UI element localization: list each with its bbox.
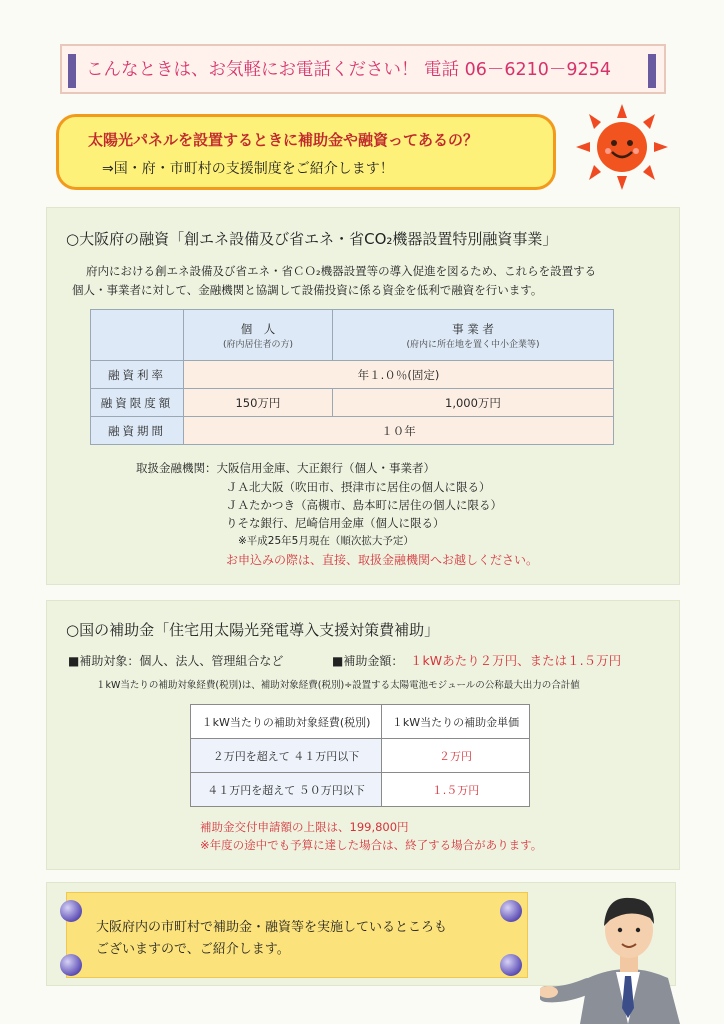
banner-right-bar [648,54,656,88]
national-subsidy-title: ○国の補助金「住宅用太陽光発電導入支援対策費補助」 [66,621,440,639]
loan-limit-individual: 150万円 [184,389,333,417]
subsidy-target: ■補助対象：個人、法人、管理組合など [68,654,284,668]
pin-icon [60,954,82,976]
loan-row-term [91,417,614,445]
phone-banner-text: こんなときは、お気軽にお電話ください！ 電話 06－6210－9254 [86,60,611,80]
subsidy-row-1-unit: ２万円 [382,739,530,773]
subsidy-row-1 [191,739,530,773]
loan-rate-value: 年１.０％(固定) [184,361,614,389]
subsidy-table-head [191,705,530,739]
question-callout [56,114,556,190]
loan-col-business-note: (府内に所在地を置く中小企業等) [406,339,540,350]
presenter-illustration [540,868,724,1024]
loan-table-corner [91,310,184,361]
loan-limit-business: 1,000万円 [332,389,613,417]
subsidy-head-cost: １kW当たりの補助対象経費(税別) [191,705,382,739]
loan-limit-label: 融資限度額 [91,389,184,417]
loan-row-limit [91,389,614,417]
loan-row-rate [91,361,614,389]
pin-icon [60,900,82,922]
pin-icon [500,900,522,922]
loan-table [90,309,614,445]
subsidy-limit: 補助金交付申請額の上限は、199,800円 [200,820,409,834]
loan-col-business-label: 事 業 者 [452,321,494,336]
callout-subtitle: ⇒国・府・市町村の支援制度をご紹介します！ [102,161,394,177]
banner-left-bar [68,54,76,88]
municipal-line-1: 大阪府内の市町村で補助金・融資等を実施しているところも [96,920,448,935]
pin-icon [500,954,522,976]
subsidy-amount-value: １kWあたり２万円、または１.５万円 [410,653,622,668]
subsidy-head-unit: １kW当たりの補助金単価 [382,705,530,739]
subsidy-amount-label: ■補助金額： [332,654,404,668]
bank-line-1: 取扱金融機関：大阪信用金庫、大正銀行（個人・事業者） [136,461,435,475]
loan-col-individual [184,310,333,361]
osaka-loan-desc-2: 個人・事業者に対して、金融機関と協調して設備投資に係る資金を低利で融資を行います。 [72,283,543,297]
callout-question: 太陽光パネルを設置するときに補助金や融資ってあるの？ [88,131,479,149]
loan-term-label: 融資期間 [91,417,184,445]
osaka-loan-title: ○大阪府の融資「創エネ設備及び省エネ・省CO₂機器設置特別融資事業」 [66,230,558,248]
bank-line-3: ＪＡたかつき（高槻市、島本町に居住の個人に限る） [226,498,502,512]
loan-col-individual-label: 個 人 [240,321,276,336]
bank-line-2: ＪＡ北大阪（吹田市、摂津市に居住の個人に限る） [226,480,491,494]
apply-notice: お申込みの際は、直接、取扱金融機関へお越しください。 [226,553,539,567]
bank-line-4: りそな銀行、尼崎信用金庫（個人に限る） [226,516,445,530]
osaka-loan-desc-1: 府内における創エネ設備及び省エネ・省ＣＯ₂機器設置等の導入促進を図るため、これらを設置する [86,264,597,278]
subsidy-table [190,704,530,807]
subsidy-note: ※年度の途中でも予算に達した場合は、終了する場合があります。 [200,838,543,852]
municipal-line-2: ございますので、ご紹介します。 [96,942,290,957]
subsidy-row-2-cost: ４１万円を超えて ５０万円以下 [191,773,382,807]
loan-col-individual-note: (府内居住者の方) [222,339,293,350]
subsidy-row-2-unit: １.５万円 [382,773,530,807]
subsidy-row-1-cost: ２万円を超えて ４１万円以下 [191,739,382,773]
bank-note: ※平成25年5月現在（順次拡大予定） [238,535,414,547]
subsidy-row-2 [191,773,530,807]
loan-rate-label: 融資利率 [91,361,184,389]
sun-icon [572,102,672,192]
loan-term-value: １０年 [184,417,614,445]
municipal-note-box [66,892,528,978]
subsidy-formula: １kW当たりの補助対象経費(税別)は、補助対象経費(税別)÷設置する太陽電池モジュールの公称最大出力の合計値 [96,680,580,691]
loan-col-business [332,310,613,361]
